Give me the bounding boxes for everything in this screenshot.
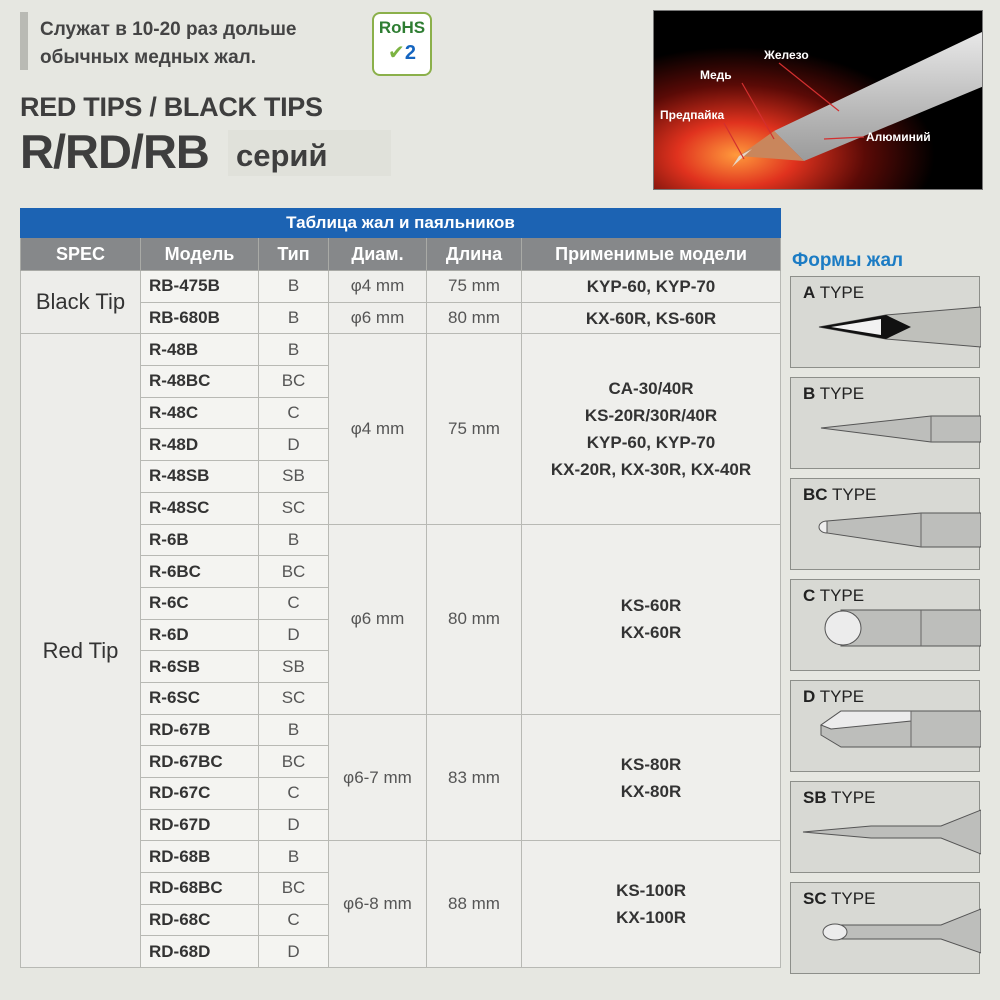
tip-shape-drawing <box>791 580 981 672</box>
type-cell: C <box>259 904 329 936</box>
table-body <box>21 271 781 968</box>
table-header-row <box>21 238 781 271</box>
tagline-line-1: Служат в 10-20 раз дольше <box>40 19 297 40</box>
model-cell: R-6D <box>141 619 259 651</box>
rohs-logo <box>372 12 432 76</box>
model-cell: RD-67C <box>141 778 259 810</box>
tip-shape-type-word: TYPE <box>827 485 877 504</box>
tip-shape-drawing <box>791 782 981 874</box>
column-header: Диам. <box>329 238 427 271</box>
tip-shape-type-word: TYPE <box>826 788 876 807</box>
type-cell: SC <box>259 492 329 524</box>
spec-cell-red-tip: Red Tip <box>21 334 141 968</box>
model-cell: RD-68B <box>141 841 259 873</box>
column-header: SPEC <box>21 238 141 271</box>
label-pretin: Предпайка <box>660 108 725 122</box>
tip-shape-code: D <box>803 687 816 706</box>
tip-shape-code: A <box>803 283 816 302</box>
model-cell: R-48B <box>141 334 259 366</box>
applicable-model-line: KX-100R <box>616 908 686 928</box>
applicable-models-cell <box>522 524 781 714</box>
type-cell: B <box>259 841 329 873</box>
tip-shape-code: C <box>803 586 816 605</box>
model-cell: RD-68C <box>141 904 259 936</box>
model-cell: RB-680B <box>141 302 259 334</box>
tip-shape-drawing <box>791 277 981 369</box>
type-cell: B <box>259 334 329 366</box>
tip-shape-type-word: TYPE <box>815 283 865 302</box>
series-title: R/RD/RB <box>20 125 209 178</box>
table-row <box>21 334 781 366</box>
tip-shape-sc <box>790 882 980 974</box>
tip-shape-sb <box>790 781 980 873</box>
type-cell: C <box>259 397 329 429</box>
tip-shape-bc <box>790 478 980 570</box>
type-cell: B <box>259 524 329 556</box>
label-copper: Медь <box>700 68 732 82</box>
tip-shape-type-word: TYPE <box>815 586 865 605</box>
type-cell: BC <box>259 556 329 588</box>
applicable-model-line: CA-30/40R <box>608 378 694 398</box>
spec-cell-black-tip: Black Tip <box>21 271 141 334</box>
column-header: Применимые модели <box>522 238 781 271</box>
tip-shape-type-word: TYPE <box>826 889 876 908</box>
applicable-model-line: KS-100R <box>616 881 686 901</box>
tip-shape-drawing <box>791 378 981 470</box>
length-cell: 88 mm <box>427 841 522 968</box>
tips-table-grid <box>20 208 781 968</box>
model-cell: R-6SC <box>141 682 259 714</box>
tagline-line-2: обычных медных жал. <box>40 47 256 68</box>
type-cell: C <box>259 587 329 619</box>
model-cell: R-6C <box>141 587 259 619</box>
tip-illustration <box>654 11 983 190</box>
table-row <box>21 271 781 303</box>
column-header: Тип <box>259 238 329 271</box>
tip-shape-drawing <box>791 479 981 571</box>
table-title: Таблица жал и паяльников <box>21 209 781 238</box>
applicable-model-line: KX-80R <box>620 781 682 801</box>
model-cell: RD-68D <box>141 936 259 968</box>
applicable-model-line: KYP-60, KYP-70 <box>586 432 716 452</box>
tip-shape-code: BC <box>803 485 828 504</box>
model-cell: R-48SB <box>141 461 259 493</box>
applicable-models-cell <box>522 334 781 524</box>
tip-shape-code: SB <box>803 788 827 807</box>
model-cell: RD-67BC <box>141 746 259 778</box>
applicable-model-line: KS-60R <box>620 596 682 616</box>
length-cell: 75 mm <box>427 334 522 524</box>
tips-table <box>20 208 780 990</box>
applicable-model-line: KX-20R, KX-30R, KX-40R <box>550 459 752 479</box>
series-subtitle: RED TIPS / BLACK TIPS <box>20 92 323 122</box>
applicable-models-cell: KX-60R, KS-60R <box>522 302 781 334</box>
tip-shape-drawing <box>791 681 981 773</box>
rohs-number-value: 2 <box>404 42 416 64</box>
model-cell: R-6SB <box>141 651 259 683</box>
rohs-number: ✔2 <box>388 42 416 64</box>
type-cell: SC <box>259 682 329 714</box>
type-cell: B <box>259 714 329 746</box>
applicable-model-line: KS-20R/30R/40R <box>584 405 718 425</box>
tip-shape-code: B <box>803 384 816 403</box>
length-cell: 83 mm <box>427 714 522 841</box>
model-cell: R-48D <box>141 429 259 461</box>
applicable-model-line: KS-80R <box>620 754 682 774</box>
type-cell: C <box>259 778 329 810</box>
tip-cross-section-photo <box>653 10 983 190</box>
model-cell: R-6B <box>141 524 259 556</box>
type-cell: SB <box>259 461 329 493</box>
type-cell: SB <box>259 651 329 683</box>
type-cell: B <box>259 271 329 303</box>
tip-shape-b <box>790 377 980 469</box>
model-cell: RD-67D <box>141 809 259 841</box>
tip-shape-d <box>790 680 980 772</box>
diameter-cell: φ6-7 mm <box>329 714 427 841</box>
diameter-cell: φ6 mm <box>329 302 427 334</box>
diameter-cell: φ4 mm <box>329 334 427 524</box>
tip-shape-code: SC <box>803 889 827 908</box>
tip-shape-drawing <box>791 883 981 975</box>
label-aluminium: Алюминий <box>866 130 931 144</box>
tagline <box>40 16 297 72</box>
model-cell: RD-68BC <box>141 873 259 905</box>
diameter-cell: φ4 mm <box>329 271 427 303</box>
model-cell: R-6BC <box>141 556 259 588</box>
type-cell: BC <box>259 366 329 398</box>
length-cell: 80 mm <box>427 302 522 334</box>
tip-shape-type-word: TYPE <box>815 384 865 403</box>
type-cell: BC <box>259 746 329 778</box>
type-cell: D <box>259 809 329 841</box>
model-cell: RB-475B <box>141 271 259 303</box>
applicable-models-cell <box>522 714 781 841</box>
applicable-models-cell: KYP-60, KYP-70 <box>522 271 781 303</box>
type-cell: B <box>259 302 329 334</box>
column-header: Модель <box>141 238 259 271</box>
type-cell: D <box>259 936 329 968</box>
rohs-label: RoHS <box>378 18 426 37</box>
applicable-models-cell <box>522 841 781 968</box>
applicable-model-line: KX-60R <box>620 623 682 643</box>
type-cell: BC <box>259 873 329 905</box>
model-cell: R-48BC <box>141 366 259 398</box>
length-cell: 75 mm <box>427 271 522 303</box>
type-cell: D <box>259 619 329 651</box>
diameter-cell: φ6 mm <box>329 524 427 714</box>
tip-shape-c <box>790 579 980 671</box>
column-header: Длина <box>427 238 522 271</box>
diameter-cell: φ6-8 mm <box>329 841 427 968</box>
label-iron: Железо <box>764 48 809 62</box>
series-word: серий <box>236 138 328 173</box>
model-cell: R-48SC <box>141 492 259 524</box>
tip-shape-a <box>790 276 980 368</box>
model-cell: R-48C <box>141 397 259 429</box>
header-accent-bar <box>20 12 28 70</box>
type-cell: D <box>259 429 329 461</box>
model-cell: RD-67B <box>141 714 259 746</box>
tip-shape-type-word: TYPE <box>815 687 865 706</box>
length-cell: 80 mm <box>427 524 522 714</box>
shapes-title: Формы жал <box>792 250 904 271</box>
